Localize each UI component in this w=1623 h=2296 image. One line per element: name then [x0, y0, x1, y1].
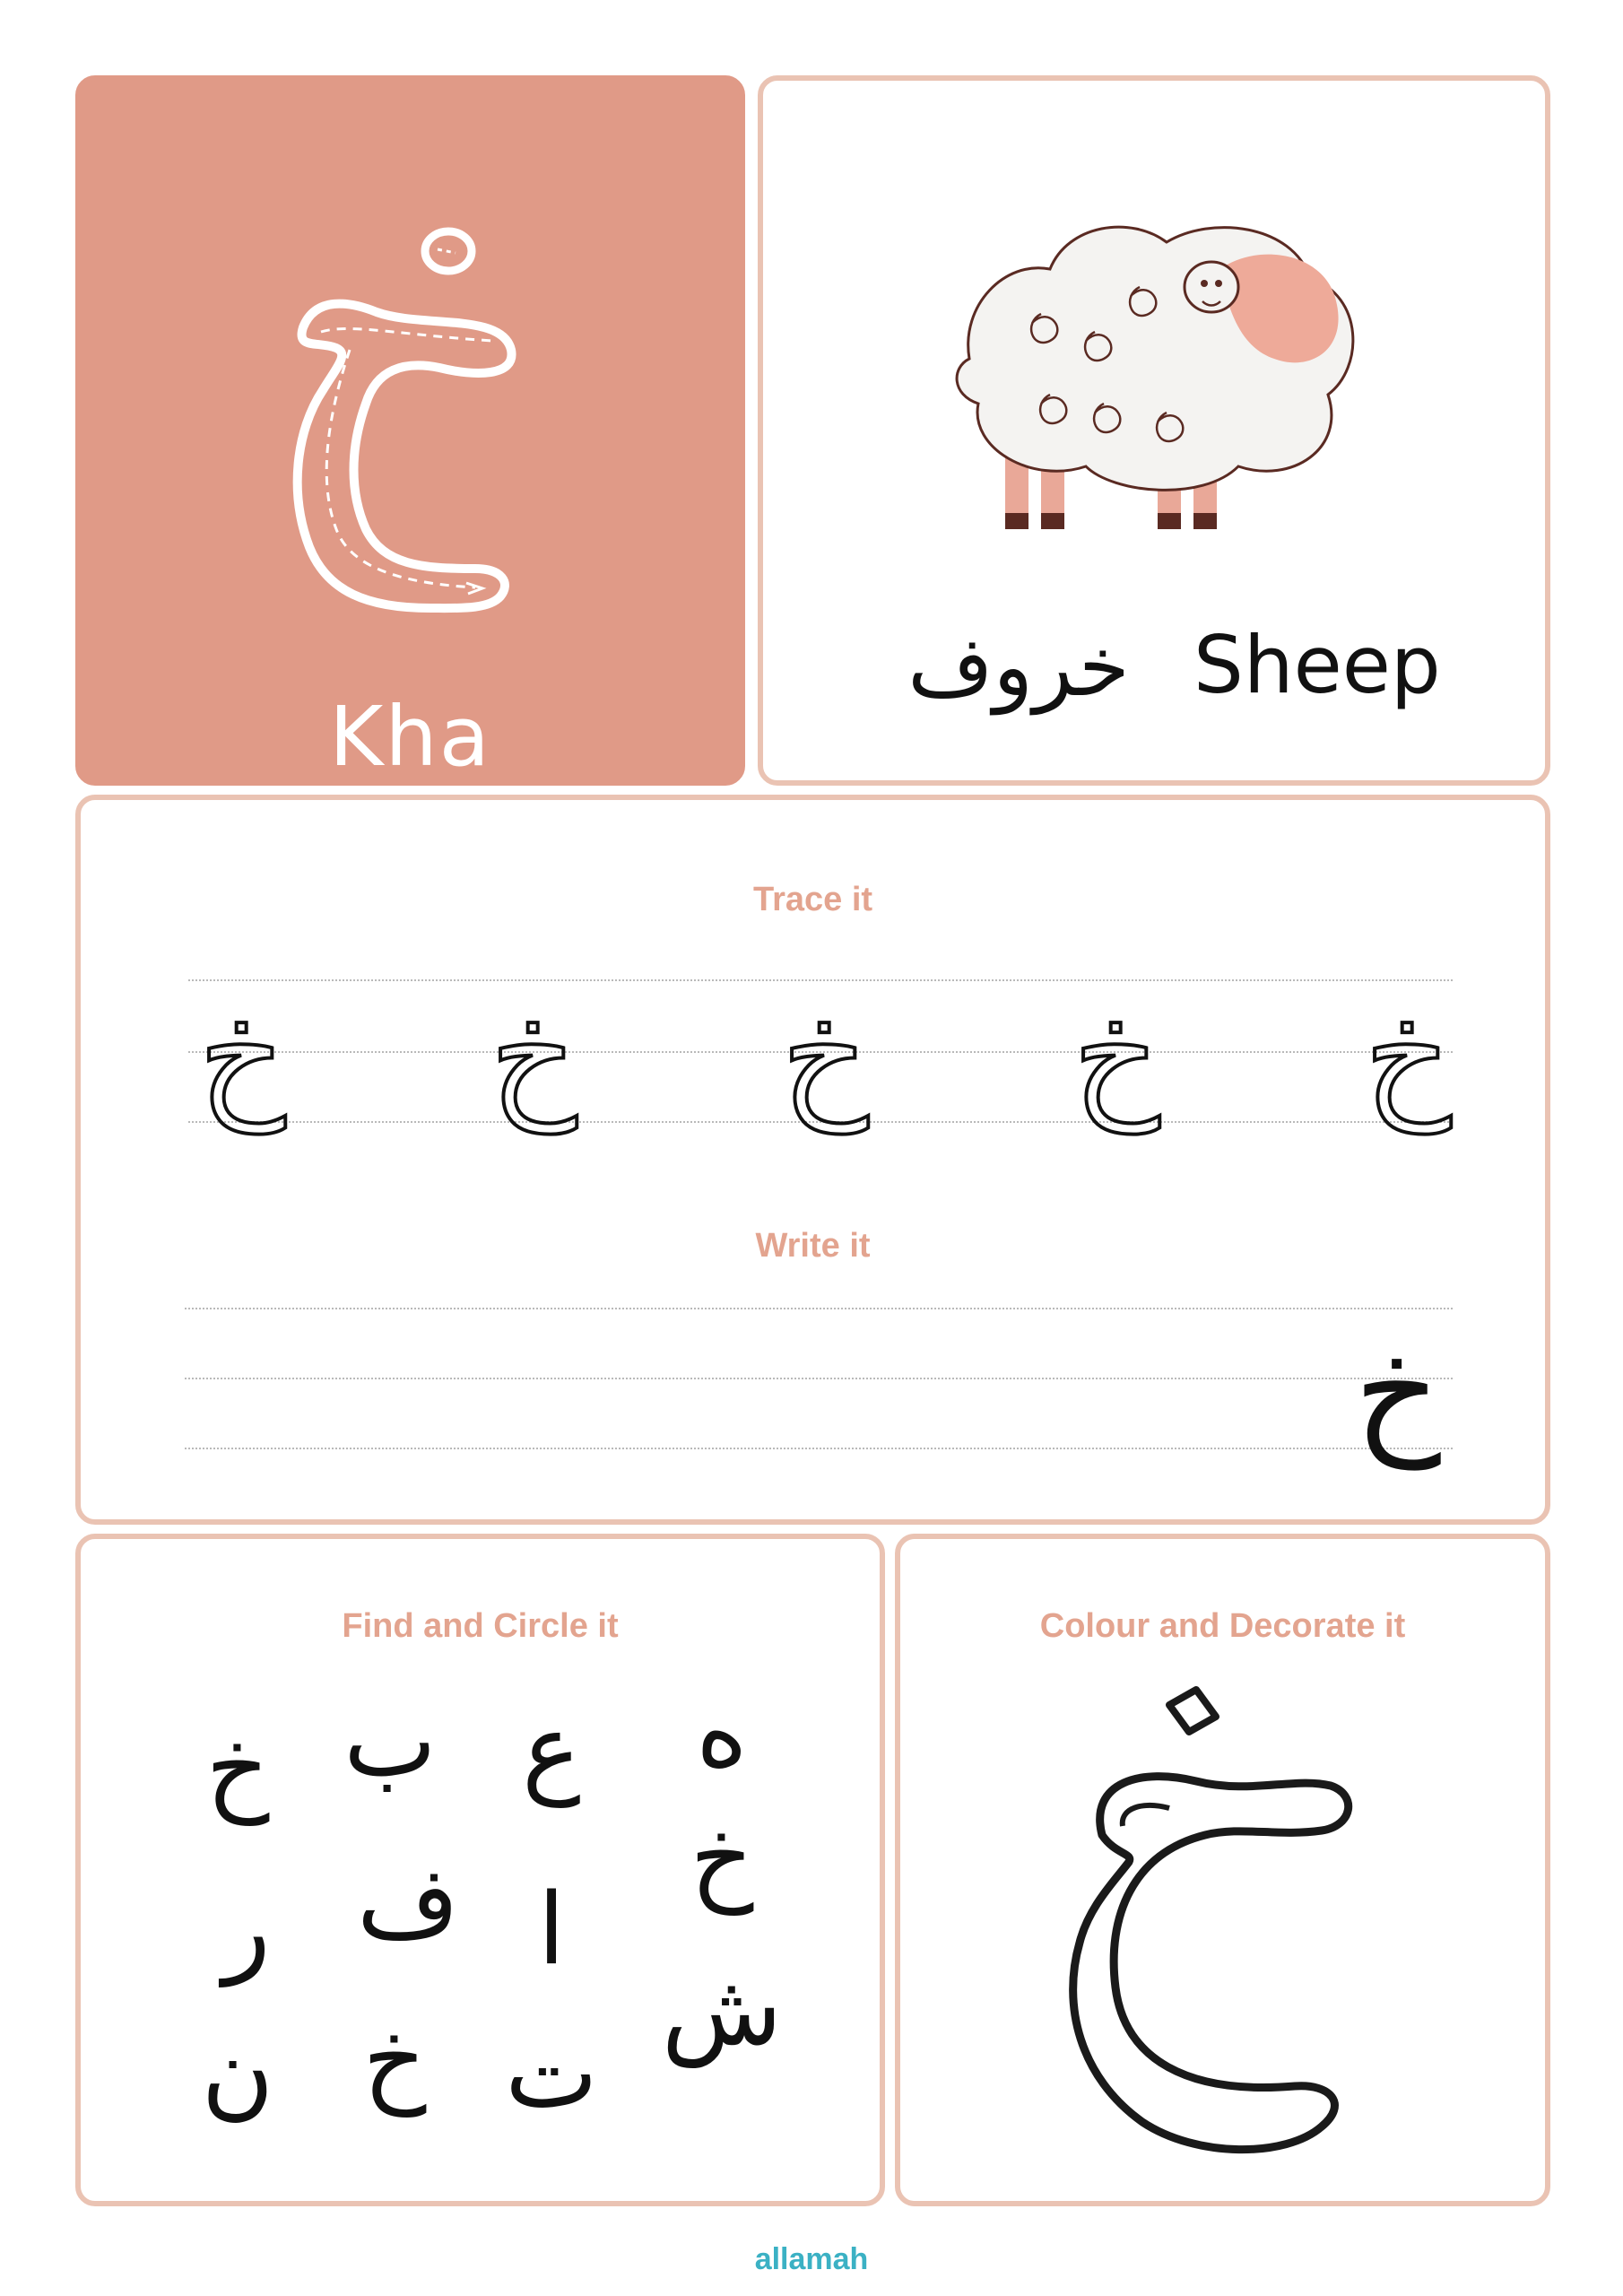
- colour-heading: Colour and Decorate it: [1039, 1607, 1406, 1645]
- arabic-word: خروف: [907, 619, 1130, 715]
- write-line[interactable]: [185, 1308, 1453, 1309]
- find-letter[interactable]: ع: [522, 1692, 581, 1807]
- letter-trace-guide: [81, 81, 751, 791]
- find-letter[interactable]: ف: [356, 1845, 460, 1960]
- find-card: [75, 1534, 885, 2206]
- write-line[interactable]: [185, 1448, 1453, 1449]
- find-letter[interactable]: ا: [537, 1872, 566, 1987]
- letter-card: [75, 75, 745, 786]
- letter-name: Kha: [328, 689, 491, 785]
- find-heading: Find and Circle it: [342, 1607, 619, 1645]
- find-letter[interactable]: ش: [661, 1952, 783, 2067]
- trace-letter[interactable]: خ: [1364, 978, 1452, 1134]
- find-letter[interactable]: ه: [696, 1674, 748, 1789]
- find-letter[interactable]: خ: [690, 1800, 754, 1915]
- write-heading: Write it: [755, 1227, 871, 1265]
- colour-card: [895, 1534, 1550, 2206]
- find-letter[interactable]: ر: [222, 1872, 271, 1987]
- colouring-letter[interactable]: [900, 1539, 1556, 2212]
- find-letter[interactable]: خ: [362, 2002, 427, 2117]
- sheep-illustration: [951, 215, 1373, 556]
- word-card: [758, 75, 1550, 786]
- trace-letter[interactable]: خ: [490, 978, 577, 1134]
- english-word: Sheep: [1193, 619, 1441, 711]
- trace-letter[interactable]: خ: [781, 978, 869, 1134]
- write-line[interactable]: [185, 1378, 1453, 1379]
- find-letter[interactable]: ب: [343, 1683, 437, 1798]
- find-letter[interactable]: ن: [201, 2015, 274, 2130]
- find-letter[interactable]: ت: [505, 2015, 598, 2130]
- model-letter: خ: [1354, 1314, 1441, 1470]
- trace-letter[interactable]: خ: [1072, 978, 1160, 1134]
- find-letter[interactable]: خ: [205, 1710, 270, 1825]
- practice-card: [75, 795, 1550, 1525]
- trace-letter[interactable]: خ: [198, 978, 286, 1134]
- brand-logo: allamah: [754, 2242, 869, 2276]
- trace-heading: Trace it: [752, 881, 873, 918]
